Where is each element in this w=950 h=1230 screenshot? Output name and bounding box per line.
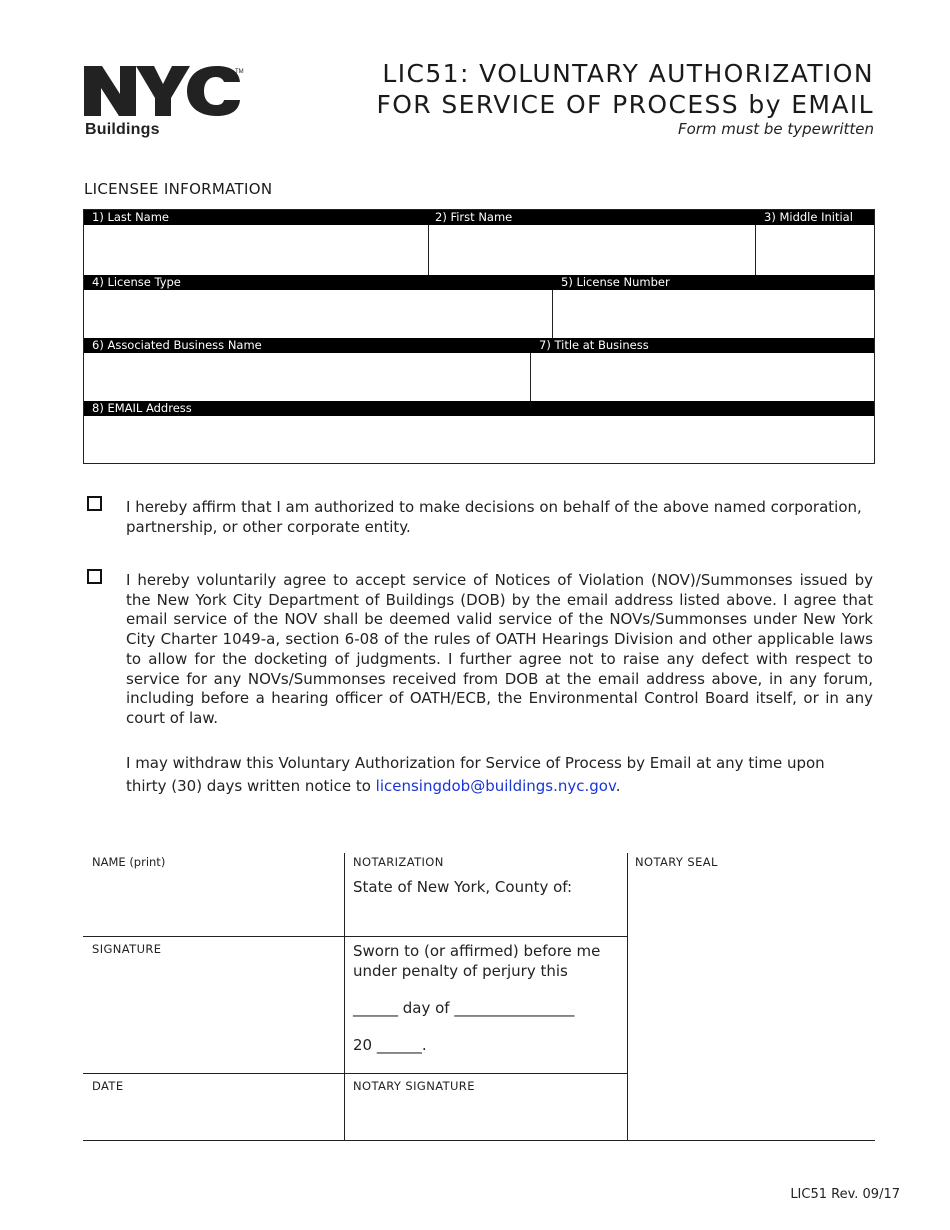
affirm-authority-text: I hereby affirm that I am authorized to make decisions on behalf of the above named corporation, partnership, or other corporate entity. xyxy=(126,498,862,536)
withdraw-period: . xyxy=(615,777,621,795)
name-print-label: NAME (print) xyxy=(92,855,166,869)
form-title-line-1: LIC51: VOLUNTARY AUTHORIZATION xyxy=(382,59,874,88)
license-type-field[interactable] xyxy=(84,290,552,338)
withdraw-text: thirty (30) days written notice to xyxy=(126,777,376,795)
form-revision: LIC51 Rev. 09/17 xyxy=(790,1187,900,1202)
middle-initial-label: 3) Middle Initial xyxy=(764,210,853,224)
divider xyxy=(627,853,628,1141)
sworn-line-2: under penalty of perjury this xyxy=(353,962,568,980)
divider xyxy=(83,1073,628,1074)
nyc-buildings-logo xyxy=(84,64,244,144)
title-at-business-field[interactable] xyxy=(531,353,874,401)
form-subtitle: Form must be typewritten xyxy=(677,120,874,138)
row4-header-bar xyxy=(84,401,874,416)
license-number-field[interactable] xyxy=(553,290,874,338)
notary-seal-label: NOTARY SEAL xyxy=(635,855,718,869)
license-number-label: 5) License Number xyxy=(561,275,670,289)
divider xyxy=(552,290,553,338)
divider xyxy=(428,225,429,275)
agree-email-service-checkbox[interactable] xyxy=(87,569,102,584)
notarization-label: NOTARIZATION xyxy=(353,855,444,869)
withdraw-line-1: I may withdraw this Voluntary Authorization for Service of Process by Email at any time upon xyxy=(126,754,825,772)
business-name-label: 6) Associated Business Name xyxy=(92,338,262,352)
sworn-line-1: Sworn to (or affirmed) before me xyxy=(353,942,601,960)
licensee-heading: LICENSEE INFORMATION xyxy=(84,180,273,198)
svg-text:TM: TM xyxy=(235,69,244,75)
day-of-line: ______ day of ________________ xyxy=(353,999,575,1017)
licensing-email-link[interactable]: licensingdob@buildings.nyc.gov xyxy=(375,777,616,795)
first-name-field[interactable] xyxy=(429,225,755,275)
first-name-label: 2) First Name xyxy=(435,210,513,224)
date-label: DATE xyxy=(92,1079,124,1093)
agree-email-service-text: I hereby voluntarily agree to accept service of Notices of Violation (NOV)/Summonses issued by the New York City Department of Buildings (DOB) by the email address listed above. I agree that email service of the NOV shall be deemed valid service of the NOVs/Summonses under New York City Charter 1049-a, section 6-08 of the rules of OATH Hearings Division and other applicable laws to allow for the docketing of judgments. I further agree not to raise any defect with respect to service for any NOVs/Summonses received from DOB at the email address above, in any forum, including before a hearing officer of OATH/ECB, the Environmental Control Board itself, or in any court of law. xyxy=(126,571,873,727)
logo-subtitle: Buildings xyxy=(85,121,160,138)
divider xyxy=(83,1140,875,1141)
form-title-block xyxy=(376,58,874,138)
title-at-business-label: 7) Title at Business xyxy=(539,338,649,352)
divider xyxy=(344,853,345,1141)
license-type-label: 4) License Type xyxy=(92,275,181,289)
row2-header-bar xyxy=(84,275,874,290)
divider xyxy=(83,936,628,937)
last-name-label: 1) Last Name xyxy=(92,210,169,224)
licensee-table xyxy=(83,209,875,464)
withdraw-notice xyxy=(126,752,874,798)
form-title-line-2: FOR SERVICE OF PROCESS by EMAIL xyxy=(376,90,874,119)
withdraw-line-2 xyxy=(126,775,874,798)
email-label: 8) EMAIL Address xyxy=(92,401,192,415)
signature-notary-table xyxy=(83,853,875,1141)
signature-label: SIGNATURE xyxy=(92,942,162,956)
middle-initial-field[interactable] xyxy=(756,225,874,275)
row1-header-bar xyxy=(84,210,874,225)
affirm-authority-checkbox[interactable] xyxy=(87,496,102,511)
business-name-field[interactable] xyxy=(84,353,530,401)
row3-header-bar xyxy=(84,338,874,353)
nyc-logo-mark xyxy=(84,64,244,120)
email-field[interactable] xyxy=(84,416,874,463)
year-line: 20 ______. xyxy=(353,1036,427,1054)
divider xyxy=(755,225,756,275)
last-name-field[interactable] xyxy=(84,225,428,275)
notary-signature-label: NOTARY SIGNATURE xyxy=(353,1079,475,1093)
divider xyxy=(530,353,531,401)
state-county-text: State of New York, County of: xyxy=(353,878,573,896)
